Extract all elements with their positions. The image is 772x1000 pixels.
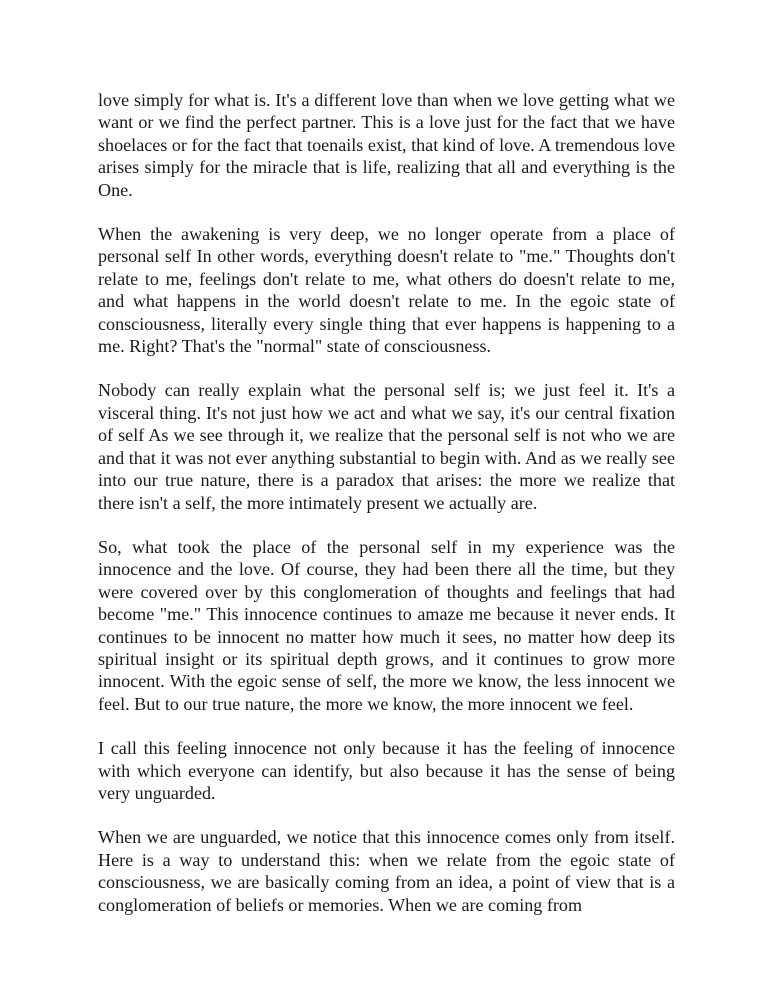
paragraph-5: I call this feeling innocence not only because it has the feeling of innocence with which everyone can identify, but also because it has the sense of being very unguarded.: [98, 738, 675, 803]
paragraph-1: love simply for what is. It's a different love than when we love getting what we want or we find the perfect partner. This is a love just for the fact that we have shoelaces or for the fact that toenails exist, that kind of love. A tremendous love arises simply for the miracle that is life, realizing that all and everything is the One.: [98, 90, 675, 200]
paragraph-6: When we are unguarded, we notice that this innocence comes only from itself. Here is a way to understand this: when we relate from the egoic state of consciousness, we are basically coming from an idea, a point of view that is a conglomeration of beliefs or memories. When we are coming from: [98, 827, 675, 915]
paragraph-4: So, what took the place of the personal self in my experience was the innocence and the love. Of course, they had been there all the time, but they were covered over by this conglomeration of thoughts and feelings that had become "me." This innocence continues to amaze me because it never ends. It continues to be innocent no matter how much it sees, no matter how deep its spiritual insight or its spiritual depth grows, and it continues to grow more innocent. With the egoic sense of self, the more we know, the less innocent we feel. But to our true nature, the more we know, the more innocent we feel.: [98, 536, 675, 714]
paragraph-3: Nobody can really explain what the personal self is; we just feel it. It's a visceral thing. It's not just how we act and what we say, it's our central fixation of self As we see through it, we realize that the personal self is not who we are and that it was not ever anything substantial to begin with. And as we really see into our true nature, there is a paradox that arises: the more we realize that there isn't a self, the more intimately present we actually are.: [98, 380, 675, 513]
paragraph-2: When the awakening is very deep, we no longer operate from a place of personal self In other words, everything doesn't relate to "me." Thoughts don't relate to me, feelings don't relate to me, what others do doesn't relate to me, and what happens in the world doesn't relate to me. In the egoic state of consciousness, literally every single thing that ever happens is happening to a me. Right? That's the "normal" state of consciousness.: [98, 224, 675, 357]
